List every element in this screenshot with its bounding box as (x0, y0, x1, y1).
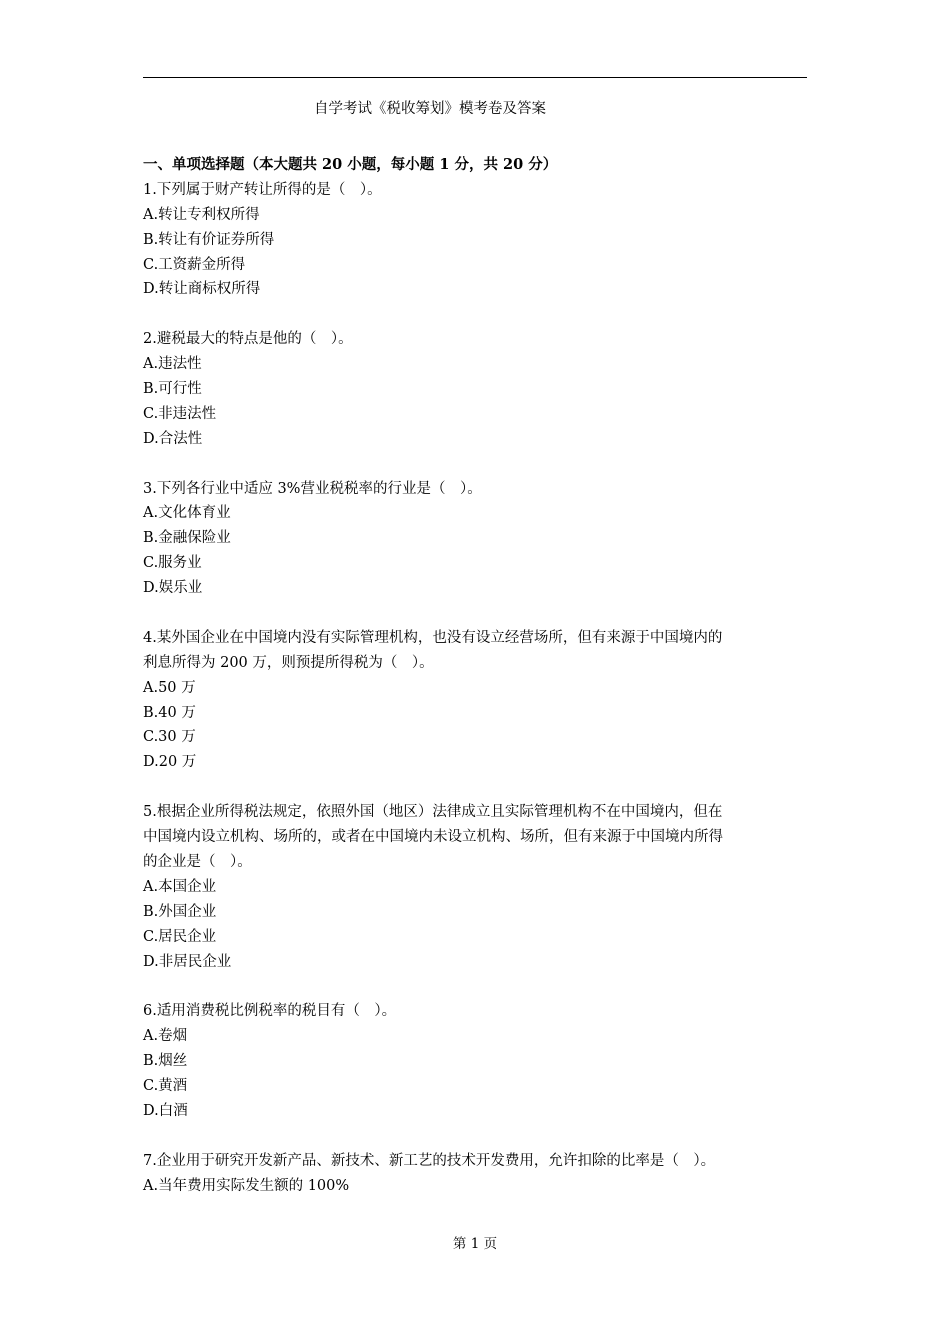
answer-option: C.服务业 (143, 555, 202, 572)
answer-option: C.黄酒 (143, 1077, 188, 1094)
answer-option: A.转让专利权所得 (143, 206, 260, 223)
question-stem: 中国境内设立机构、场所的，或者在中国境内未设立机构、场所，但有来源于中国境内所得 (143, 829, 723, 846)
answer-option: A.卷烟 (143, 1028, 188, 1045)
document-body (143, 153, 815, 1198)
question-6 (143, 999, 815, 1123)
answer-option: B.40 万 (143, 704, 196, 721)
answer-option: C.居民企业 (143, 928, 217, 945)
question-5 (143, 800, 815, 974)
question-stem: 2.避税最大的特点是他的（ ）。 (143, 331, 353, 348)
question-stem: 6.适用消费税比例税率的税目有（ ）。 (143, 1003, 397, 1020)
question-stem: 3.下列各行业中适应 3%营业税税率的行业是（ ）。 (143, 480, 482, 497)
answer-option: A.文化体育业 (143, 505, 231, 522)
question-7 (143, 1149, 815, 1199)
answer-option: D.白酒 (143, 1102, 188, 1119)
header-rule (143, 77, 807, 78)
question-2 (143, 327, 815, 451)
question-stem: 5.根据企业所得税法规定，依照外国（地区）法律成立且实际管理机构不在中国境内，但在 (143, 804, 723, 821)
question-1 (143, 178, 815, 302)
answer-option: B.外国企业 (143, 903, 217, 920)
answer-option: B.烟丝 (143, 1053, 188, 1070)
question-stem: 7.企业用于研究开发新产品、新技术、新工艺的技术开发费用，允许扣除的比率是（ ）。 (143, 1152, 716, 1169)
question-3 (143, 477, 815, 601)
document-title: 自学考试《税收筹划》模考卷及答案 (314, 101, 546, 117)
answer-option: D.转让商标权所得 (143, 281, 261, 298)
page-number: 第 1 页 (452, 1236, 498, 1252)
question-stem: 4.某外国企业在中国境内没有实际管理机构，也没有设立经营场所，但有来源于中国境内的 (143, 629, 723, 646)
answer-option: A.本国企业 (143, 878, 217, 895)
answer-option: C.30 万 (143, 729, 196, 746)
answer-option: A.违法性 (143, 356, 202, 373)
answer-option: A.当年费用实际发生额的 100% (143, 1177, 350, 1194)
answer-option: A.50 万 (143, 679, 196, 696)
answer-option: C.非违法性 (143, 405, 217, 422)
section-heading: 一、单项选择题（本大题共 20 小题，每小题 1 分，共 20 分） (143, 156, 558, 173)
answer-option: D.合法性 (143, 430, 203, 447)
answer-option: D.非居民企业 (143, 953, 232, 970)
answer-option: B.可行性 (143, 381, 202, 398)
question-list (143, 178, 815, 1199)
question-stem: 利息所得为 200 万，则预提所得税为（ ）。 (143, 654, 434, 671)
question-stem: 的企业是（ ）。 (143, 853, 252, 870)
answer-option: C.工资薪金所得 (143, 256, 246, 273)
question-4 (143, 626, 815, 775)
question-stem: 1.下列属于财产转让所得的是（ ）。 (143, 181, 382, 198)
answer-option: D.20 万 (143, 754, 197, 771)
answer-option: B.转让有价证券所得 (143, 231, 275, 248)
answer-option: B.金融保险业 (143, 530, 231, 547)
answer-option: D.娱乐业 (143, 580, 203, 597)
